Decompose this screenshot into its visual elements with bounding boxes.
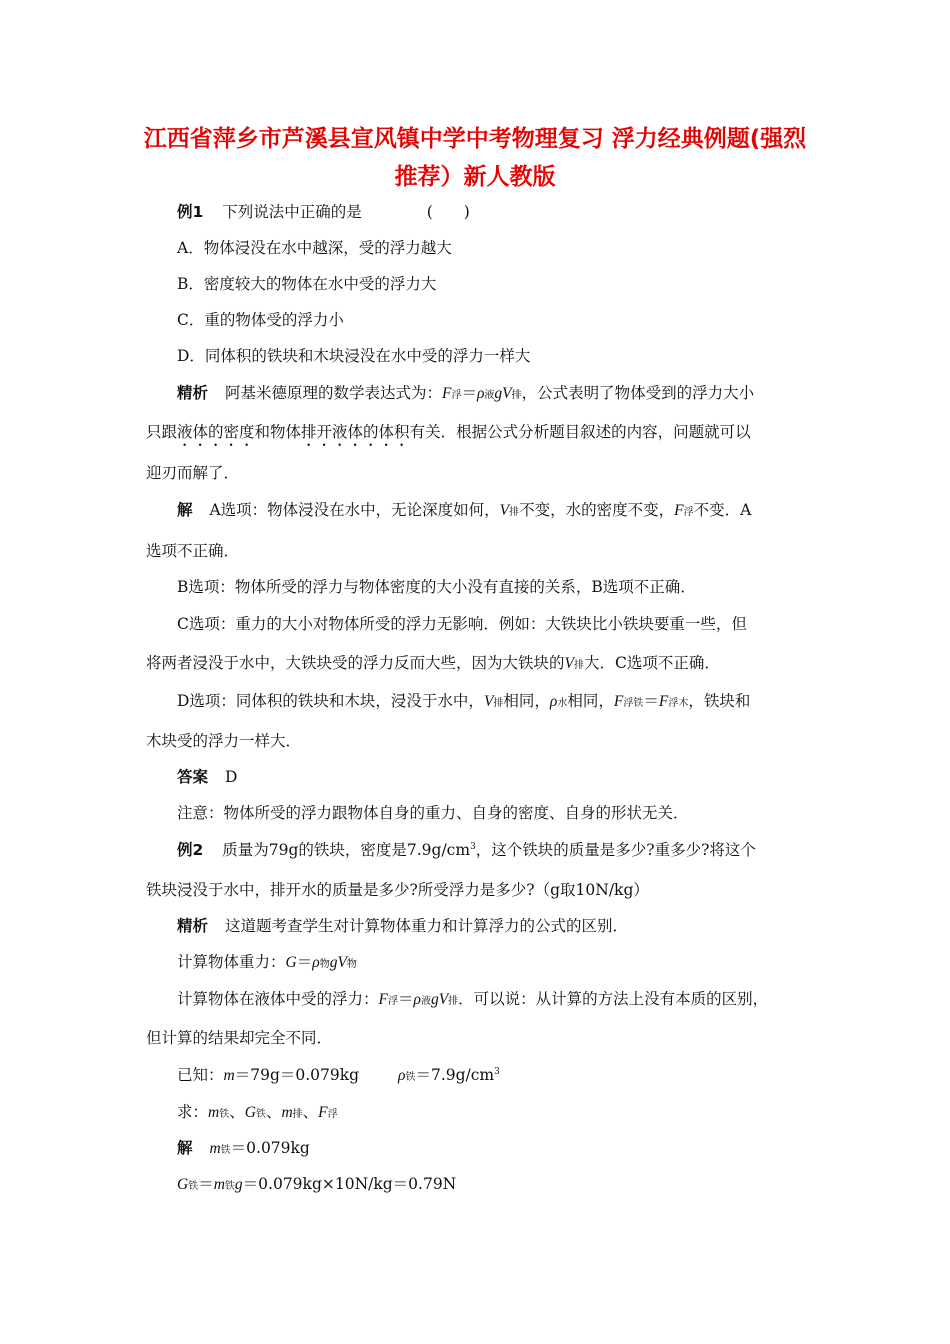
ex1-solution-a-cont: 选项不正确． <box>146 542 240 560</box>
title-line-1: 江西省萍乡市芦溪县宣风镇中学中考物理复习 浮力经典例题(强烈 <box>143 126 807 152</box>
ex2-analysis: 精析 这道题考查学生对计算物体重力和计算浮力的公式的区别． <box>177 917 628 935</box>
ex1-option-b: B．密度较大的物体在水中受的浮力大 <box>177 275 437 293</box>
solution-label: 解 <box>177 501 193 519</box>
ex1-analysis-line-3: 迎刃而解了． <box>146 464 240 482</box>
ex1-solution-c-cont: 将两者浸没于水中，大铁块受的浮力反而大些，因为大铁块的V排大．C选项不正确． <box>146 654 720 672</box>
ex2-known: 已知：m＝79g＝0.079kg ρ铁$=7.9g/cm^3$ <box>177 1066 500 1084</box>
ex1-analysis-line-1: 精析 阿基米德原理的数学表达式为：F浮＝ρ液gV排，公式表明了物体受到的浮力大小 <box>177 384 755 402</box>
emphasis-displaced-volume: 排开液体的体积 <box>301 423 410 441</box>
ex1-solution-d-cont: 木块受的浮力一样大． <box>146 732 302 750</box>
ex2-question-line-2: 铁块浸没于水中，排开水的质量是多少?所受浮力是多少?（g取10N/kg） <box>146 881 649 899</box>
ex1-solution-d: D选项：同体积的铁块和木块，浸没于水中，V排相同，ρ水相同，F浮铁＝F浮木，铁块和 <box>177 692 751 710</box>
ex1-solution-b: B选项：物体所受的浮力与物体密度的大小没有直接的关系，B选项不正确． <box>177 578 696 596</box>
ex1-solution-a: 解 A选项：物体浸没在水中，无论深度如何，V排不变，水的密度不变，F浮不变．A <box>177 501 752 519</box>
ex1-option-d: D．同体积的铁块和木块浸没在水中受的浮力一样大 <box>177 347 531 365</box>
ex1-option-c: C．重的物体受的浮力小 <box>177 311 344 329</box>
ex2-solution-2: G铁＝m铁g＝0.079kg×10N/kg＝0.79N <box>177 1175 457 1193</box>
ex1-solution-c: C选项：重力的大小对物体所受的浮力无影响．例如：大铁块比小铁块要重一些，但 <box>177 615 747 633</box>
emphasis-liquid-density: 液体的密度 <box>177 423 255 441</box>
ex1-option-a: A．物体浸没在水中越深，受的浮力越大 <box>177 239 452 257</box>
ex2-label: 例2 <box>177 841 204 859</box>
title-line-2: 推荐）新人教版 <box>394 164 556 190</box>
ex1-note: 注意：物体所受的浮力跟物体自身的重力、自身的密度、自身的形状无关． <box>177 804 689 822</box>
ex2-question-line-1: 例2 质量为79g的铁块，密度是$7.9g/cm^3$，这个铁块的质量是多少?重多少?将这个 <box>177 841 756 859</box>
answer-label: 答案 <box>177 768 209 786</box>
ex1-analysis-line-2: 只跟液体的密度和物体排开液体的体积有关．根据公式分析题目叙述的内容，问题就可以 <box>146 423 751 441</box>
ex1-label: 例1 <box>177 203 204 221</box>
ex2-find: 求：m铁、G铁、m排、F浮 <box>177 1103 338 1121</box>
ex2-result-line: 但计算的结果却完全不同． <box>146 1029 333 1047</box>
analysis-label: 精析 <box>177 384 209 402</box>
ex1-answer: 答案 D <box>177 768 238 786</box>
ex1-question: 例1 下列说法中正确的是 ( ) <box>177 203 470 221</box>
document-title <box>130 120 820 196</box>
ex2-buoyancy-formula: 计算物体在液体中受的浮力：F浮＝ρ液gV排．可以说：从计算的方法上没有本质的区别， <box>177 990 769 1008</box>
ex2-gravity-formula: 计算物体重力：G＝ρ物gV物 <box>177 953 357 971</box>
ex2-solution-1: 解 m铁＝0.079kg <box>177 1139 310 1157</box>
